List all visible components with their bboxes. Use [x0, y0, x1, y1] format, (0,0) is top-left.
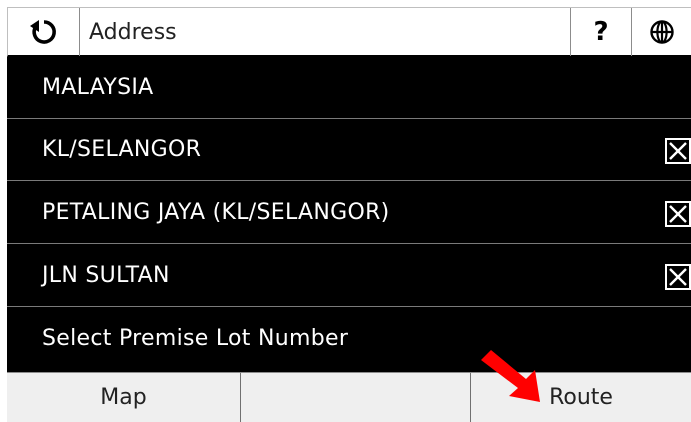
- close-icon: [667, 140, 689, 162]
- list-item-country[interactable]: [7, 57, 691, 119]
- list-item-state[interactable]: [7, 119, 691, 181]
- list-item-city[interactable]: [7, 182, 691, 244]
- clear-street-button[interactable]: [665, 264, 691, 290]
- list-item-label: JLN SULTAN: [42, 263, 170, 288]
- refresh-back-icon: [30, 18, 58, 46]
- list-item-premise[interactable]: [7, 308, 691, 370]
- close-icon: [667, 203, 689, 225]
- globe-icon: [649, 19, 675, 45]
- back-button[interactable]: [8, 8, 79, 56]
- route-button[interactable]: Route: [549, 385, 613, 410]
- list-item-label: Select Premise Lot Number: [42, 326, 349, 351]
- red-arrow-icon: [478, 346, 548, 408]
- map-button[interactable]: Map: [100, 385, 147, 410]
- language-button[interactable]: [632, 8, 691, 56]
- divider: [7, 306, 691, 307]
- address-list: [7, 57, 691, 372]
- list-item-street[interactable]: [7, 245, 691, 307]
- divider: [7, 180, 691, 181]
- help-button[interactable]: ?: [593, 17, 609, 47]
- list-item-label: MALAYSIA: [42, 75, 154, 100]
- list-item-label: PETALING JAYA (KL/SELANGOR): [42, 200, 390, 225]
- close-icon: [667, 266, 689, 288]
- page-title: Address: [89, 19, 177, 45]
- empty-button[interactable]: [241, 373, 470, 422]
- bottom-bar: [7, 372, 691, 422]
- clear-state-button[interactable]: [665, 138, 691, 164]
- clear-city-button[interactable]: [665, 201, 691, 227]
- divider: [7, 243, 691, 244]
- list-item-label: KL/SELANGOR: [42, 137, 202, 162]
- top-bar: [7, 7, 691, 57]
